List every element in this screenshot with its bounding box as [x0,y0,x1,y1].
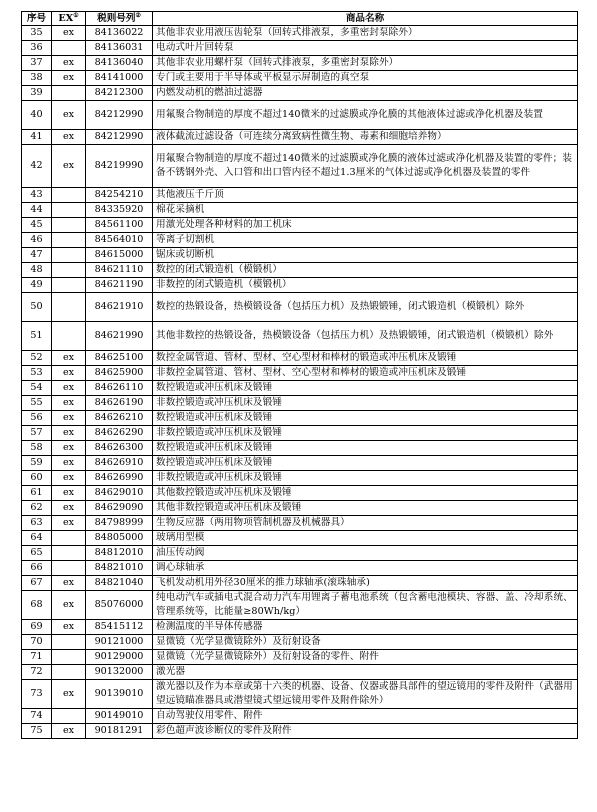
cell-name: 用氟聚合物制造的厚度不超过140微米的过滤膜或净化膜的液体过滤或净化机器及装置的零件；装备不锈钢外壳、入口管和出口管内径不超过1.3厘米的气体过滤或净化机器及装置的零件 [153,145,578,188]
cell-name: 电动式叶片回转泵 [153,41,578,56]
cell-seq: 70 [22,635,52,650]
cell-code: 84621110 [86,263,153,278]
cell-code: 84629090 [86,501,153,516]
cell-ex: ex [52,56,86,71]
cell-ex [52,293,86,322]
cell-name: 非数控锻造或冲压机床及锻锤 [153,426,578,441]
table-row [22,263,578,278]
cell-seq: 53 [22,366,52,381]
table-row [22,471,578,486]
cell-name: 调心球轴承 [153,561,578,576]
table-row [22,620,578,635]
header-ex-footnote-mark: ① [73,11,79,19]
cell-seq: 54 [22,381,52,396]
cell-ex [52,218,86,233]
cell-seq: 43 [22,188,52,203]
cell-seq: 58 [22,441,52,456]
cell-name: 数控的热锻设备，热模锻设备（包括压力机）及热锻锻锤，闭式锻造机（模锻机）除外 [153,293,578,322]
cell-code: 84805000 [86,531,153,546]
cell-seq: 57 [22,426,52,441]
tariff-table [21,11,578,739]
cell-seq: 63 [22,516,52,531]
table-row [22,426,578,441]
table-row [22,56,578,71]
cell-ex: ex [52,351,86,366]
cell-name: 玻璃用型模 [153,531,578,546]
cell-code: 90129000 [86,650,153,665]
cell-code: 84335920 [86,203,153,218]
cell-name: 非数控锻造或冲压机床及锻锤 [153,471,578,486]
cell-seq: 50 [22,293,52,322]
cell-seq: 48 [22,263,52,278]
cell-code: 84254210 [86,188,153,203]
cell-ex [52,86,86,101]
table-row [22,531,578,546]
cell-name: 检测温度的半导体传感器 [153,620,578,635]
cell-code: 84621910 [86,293,153,322]
table-row [22,396,578,411]
cell-code: 84621990 [86,322,153,351]
table-row [22,561,578,576]
cell-name: 其他非数控锻造或冲压机床及锻锤 [153,501,578,516]
cell-code: 90149010 [86,709,153,724]
table-row [22,635,578,650]
cell-ex [52,322,86,351]
cell-seq: 45 [22,218,52,233]
table-row [22,576,578,591]
table-row [22,248,578,263]
table-row [22,41,578,56]
cell-name: 激光器以及作为本章或第十六类的机器、设备、仪器或器具部件的望远镜用的零件及附件（武器用望远镜瞄准器具或潜望镜式望远镜用零件及附件除外） [153,680,578,709]
table-row [22,145,578,188]
cell-ex [52,709,86,724]
cell-seq: 41 [22,130,52,145]
cell-code: 90181291 [86,724,153,739]
cell-name: 激光器 [153,665,578,680]
cell-seq: 59 [22,456,52,471]
cell-name: 其他液压千斤顶 [153,188,578,203]
table-row [22,218,578,233]
cell-ex: ex [52,591,86,620]
cell-code: 84136022 [86,26,153,41]
cell-seq: 60 [22,471,52,486]
table-row [22,441,578,456]
cell-ex [52,531,86,546]
cell-ex: ex [52,441,86,456]
cell-code: 84626190 [86,396,153,411]
cell-name: 纯电动汽车或插电式混合动力汽车用锂离子蓄电池系统（包含蓄电池模块、容器、盖、冷却系统、管理系统等，比能量≥80Wh/kg） [153,591,578,620]
cell-ex [52,248,86,263]
cell-code: 84615000 [86,248,153,263]
cell-ex [52,635,86,650]
table-header [22,12,578,26]
cell-seq: 38 [22,71,52,86]
cell-name: 其他数控锻造或冲压机床及锻锤 [153,486,578,501]
cell-name: 等离子切割机 [153,233,578,248]
table-row [22,26,578,41]
cell-ex: ex [52,724,86,739]
cell-code: 84212300 [86,86,153,101]
cell-name: 用激光处理各种材料的加工机床 [153,218,578,233]
table-row [22,516,578,531]
table-row [22,456,578,471]
table-body [22,26,578,739]
cell-name: 非数控的闭式锻造机（模锻机） [153,278,578,293]
cell-seq: 46 [22,233,52,248]
cell-code: 84626110 [86,381,153,396]
cell-code: 84821010 [86,561,153,576]
table-row [22,233,578,248]
cell-seq: 35 [22,26,52,41]
cell-code: 84561100 [86,218,153,233]
cell-seq: 69 [22,620,52,635]
cell-name: 显微镜（光学显微镜除外）及衍射设备 [153,635,578,650]
cell-ex [52,203,86,218]
cell-name: 非数控金属管道、管材、型材、空心型材和棒材的锻造或冲压机床及锻锤 [153,366,578,381]
cell-ex: ex [52,680,86,709]
cell-seq: 49 [22,278,52,293]
cell-name: 棉花采摘机 [153,203,578,218]
cell-ex: ex [52,396,86,411]
table-row [22,293,578,322]
table-row [22,71,578,86]
cell-name: 其他非农业用液压齿轮泵（回转式排液泵，多重密封泵除外） [153,26,578,41]
table-row [22,86,578,101]
table-row [22,486,578,501]
table-row [22,680,578,709]
cell-ex: ex [52,366,86,381]
cell-seq: 71 [22,650,52,665]
cell-ex: ex [52,576,86,591]
cell-code: 85415112 [86,620,153,635]
cell-code: 84219990 [86,145,153,188]
cell-seq: 44 [22,203,52,218]
cell-name: 非数控锻造或冲压机床及锻锤 [153,396,578,411]
table-row [22,188,578,203]
cell-code: 84626300 [86,441,153,456]
cell-seq: 66 [22,561,52,576]
table-row [22,322,578,351]
cell-ex: ex [52,101,86,130]
cell-seq: 42 [22,145,52,188]
cell-ex: ex [52,486,86,501]
cell-code: 84626210 [86,411,153,426]
cell-name: 数控锻造或冲压机床及锻锤 [153,456,578,471]
cell-seq: 62 [22,501,52,516]
table-row [22,501,578,516]
cell-ex [52,278,86,293]
header-seq: 序号 [22,12,52,26]
cell-code: 84821040 [86,576,153,591]
cell-seq: 64 [22,531,52,546]
table-row [22,709,578,724]
cell-ex [52,546,86,561]
cell-seq: 52 [22,351,52,366]
cell-code: 84621190 [86,278,153,293]
cell-code: 84564010 [86,233,153,248]
cell-ex [52,665,86,680]
cell-ex: ex [52,471,86,486]
cell-code: 84812010 [86,546,153,561]
table-row [22,381,578,396]
cell-seq: 61 [22,486,52,501]
cell-ex: ex [52,411,86,426]
cell-ex: ex [52,456,86,471]
cell-code: 84626290 [86,426,153,441]
cell-name: 其他非数控的热锻设备，热模锻设备（包括压力机）及热锻锻锤，闭式锻造机（模锻机）除外 [153,322,578,351]
header-code-label: 税则号列 [97,13,136,24]
table-row [22,591,578,620]
cell-code: 84629010 [86,486,153,501]
table-row [22,366,578,381]
cell-seq: 55 [22,396,52,411]
cell-code: 90132000 [86,665,153,680]
cell-name: 其他非农业用螺杆泵（回转式排液泵，多重密封泵除外） [153,56,578,71]
header-code-footnote-mark: ② [135,11,141,19]
cell-seq: 65 [22,546,52,561]
cell-name: 锯床或切断机 [153,248,578,263]
table-row [22,650,578,665]
cell-name: 生物反应器（两用物项管制机器及机械器具） [153,516,578,531]
cell-ex: ex [52,501,86,516]
cell-code: 84626990 [86,471,153,486]
cell-ex [52,561,86,576]
table-row [22,724,578,739]
cell-ex: ex [52,381,86,396]
cell-ex [52,188,86,203]
cell-name: 数控锻造或冲压机床及锻锤 [153,441,578,456]
cell-code: 84626910 [86,456,153,471]
cell-seq: 39 [22,86,52,101]
cell-code: 84798999 [86,516,153,531]
cell-code: 84212990 [86,101,153,130]
cell-name: 用氟聚合物制造的厚度不超过140微米的过滤膜或净化膜的其他液体过滤或净化机器及装置 [153,101,578,130]
cell-ex: ex [52,516,86,531]
table-row [22,351,578,366]
cell-ex: ex [52,71,86,86]
cell-seq: 74 [22,709,52,724]
cell-seq: 73 [22,680,52,709]
table-row [22,411,578,426]
cell-name: 飞机发动机用外径30厘米的推力球轴承(滚珠轴承) [153,576,578,591]
cell-name: 数控锻造或冲压机床及锻锤 [153,411,578,426]
cell-ex [52,650,86,665]
header-ex [52,12,86,26]
header-ex-label: EX [58,13,74,24]
cell-ex: ex [52,426,86,441]
table-row [22,665,578,680]
cell-ex [52,263,86,278]
cell-code: 90121000 [86,635,153,650]
cell-name: 显微镜（光学显微镜除外）及衍射设备的零件、附件 [153,650,578,665]
header-code [86,12,153,26]
table-row [22,101,578,130]
cell-code: 90139010 [86,680,153,709]
cell-ex: ex [52,130,86,145]
cell-name: 彩色超声波诊断仪的零件及附件 [153,724,578,739]
cell-code: 85076000 [86,591,153,620]
cell-seq: 37 [22,56,52,71]
cell-ex: ex [52,620,86,635]
cell-code: 84136031 [86,41,153,56]
cell-code: 84136040 [86,56,153,71]
cell-seq: 40 [22,101,52,130]
cell-seq: 75 [22,724,52,739]
cell-seq: 67 [22,576,52,591]
cell-seq: 56 [22,411,52,426]
cell-ex: ex [52,145,86,188]
cell-seq: 72 [22,665,52,680]
cell-name: 自动驾驶仪用零件、附件 [153,709,578,724]
cell-name: 数控锻造或冲压机床及锻锤 [153,381,578,396]
cell-code: 84625900 [86,366,153,381]
cell-ex: ex [52,26,86,41]
cell-code: 84625100 [86,351,153,366]
table-row [22,546,578,561]
table-row [22,130,578,145]
table-row [22,203,578,218]
cell-ex [52,233,86,248]
cell-name: 油压传动阀 [153,546,578,561]
cell-code: 84141000 [86,71,153,86]
cell-seq: 36 [22,41,52,56]
cell-seq: 51 [22,322,52,351]
cell-name: 数控的闭式锻造机（模锻机） [153,263,578,278]
cell-name: 液体截流过滤设备（可连续分离致病性微生物、毒素和细胞培养物） [153,130,578,145]
table-row [22,278,578,293]
cell-code: 84212990 [86,130,153,145]
cell-name: 专门或主要用于半导体或平板显示屏制造的真空泵 [153,71,578,86]
header-name: 商品名称 [153,12,578,26]
cell-seq: 68 [22,591,52,620]
cell-name: 数控金属管道、管材、型材、空心型材和棒材的锻造或冲压机床及锻锤 [153,351,578,366]
cell-ex [52,41,86,56]
cell-seq: 47 [22,248,52,263]
cell-name: 内燃发动机的燃油过滤器 [153,86,578,101]
